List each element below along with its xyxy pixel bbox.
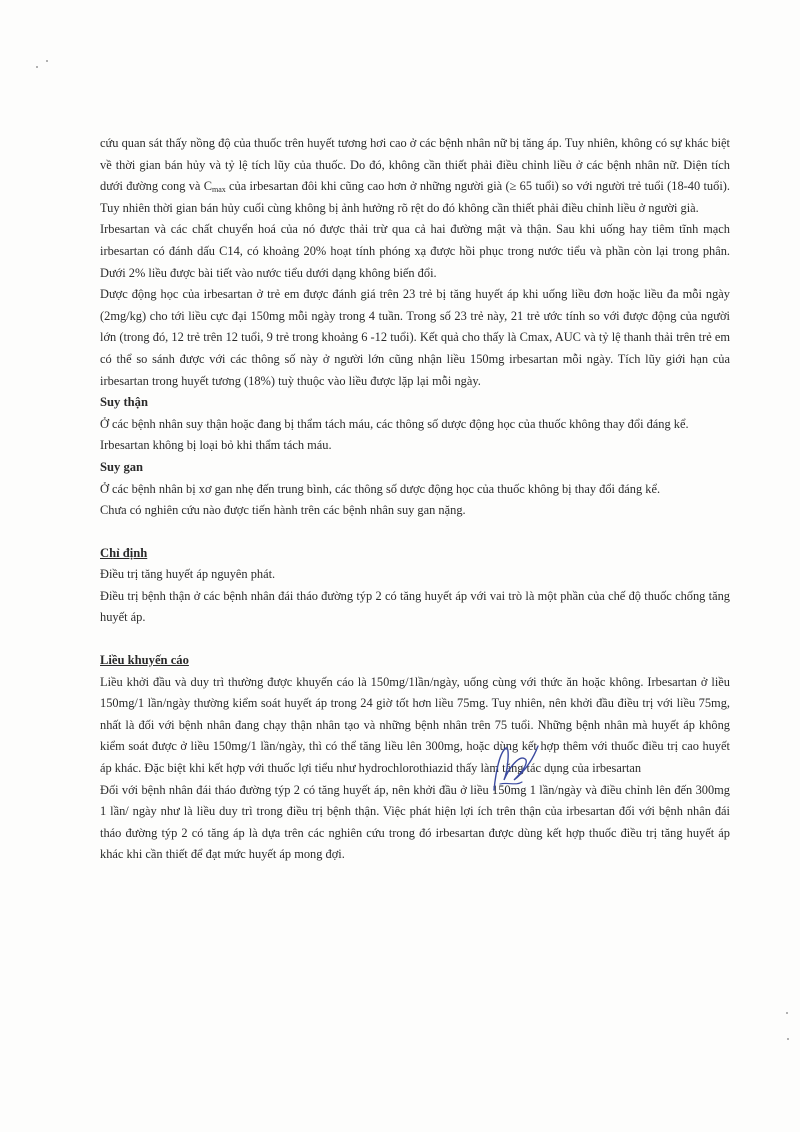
elimination-paragraph: Irbesartan và các chất chuyển hoá của nó được thải trừ qua cả hai đường mật và thận. Sau khi uống hay tiêm tĩnh mạch irbesartan có đánh dấu C14, có khoảng 20% hoạt tính phóng xạ được hồi phục trong nước tiểu và phần còn lại trong phân. Dưới 2% liều được bài tiết vào nước tiểu dưới dạng không biến đổi.	[100, 222, 730, 280]
indications-heading: Chỉ định	[100, 545, 148, 560]
dosage-heading: Liều khuyến cáo	[100, 653, 189, 668]
document-body	[100, 133, 730, 866]
dosage-text: Đối với bệnh nhân đái tháo đường týp 2 có tăng huyết áp, nên khởi đầu ở liều 150mg 1 lần/ngày và điều chỉnh lên đến 300mg 1 lần/ ngày như là liều duy trì trong điều trị bệnh thận. Việc phát hiện lợi ích trên thận của irbesartan đối với bệnh nhân đái tháo đường týp 2 có tăng áp là dựa trên các nghiên cứu trong đó irbesartan được dùng kết hợp thuốc điều trị tăng huyết áp khác khi cần thiết để đạt mức huyết áp mong đợi.	[100, 782, 730, 862]
scan-speck	[787, 1038, 789, 1040]
scan-speck	[46, 60, 48, 62]
pediatric-paragraph: Dược động học của irbesartan ở trẻ em được đánh giá trên 23 trẻ bị tăng huyết áp khi uống liều đơn hoặc liều đa mỗi ngày (2mg/kg) cho tới liều cực đại 150mg mỗi ngày trong 4 tuần. Trong số 23 trẻ này, 21 trẻ ước tính so với được động của người lớn (trong đó, 12 trẻ trên 12 tuổi, 9 trẻ trong khoảng 6 -12 tuổi). Kết quả cho thấy là Cmax, AUC và tỷ lệ thanh thải trên trẻ em có thể so sánh được với các thông số này ở người lớn cũng nhận liều 150mg irbesartan mỗi ngày. Tích lũy giới hạn của irbesartan trong huyết tương (18%) tuỳ thuộc vào liều được lặp lại mỗi ngày.	[100, 287, 730, 388]
indications-text: Điều trị tăng huyết áp nguyên phát.	[100, 567, 276, 582]
scan-speck	[786, 1012, 788, 1014]
renal-text: Irbesartan không bị loại bỏ khi thẩm tách máu.	[100, 438, 332, 453]
hepatic-text: Ở các bệnh nhân bị xơ gan nhẹ đến trung bình, các thông số dược động học của thuốc không bị thay đổi đáng kể.	[100, 481, 661, 496]
renal-text: Ở các bệnh nhân suy thận hoặc đang bị thẩm tách máu, các thông số dược động học của thuốc không thay đổi đáng kể.	[100, 416, 689, 431]
indications-text: Điều trị bệnh thận ở các bệnh nhân đái tháo đường týp 2 có tăng huyết áp với vai trò là một phần của chế độ thuốc chống tăng huyết áp.	[100, 588, 730, 625]
scan-speck	[36, 66, 38, 68]
hepatic-text: Chưa có nghiên cứu nào được tiến hành trên các bệnh nhân suy gan nặng.	[100, 503, 466, 518]
hepatic-heading: Suy gan	[100, 459, 144, 474]
handwritten-signature	[482, 740, 542, 800]
pharmacokinetics-paragraph: cứu quan sát thấy nồng độ của thuốc trên huyết tương hơi cao ở các bệnh nhân nữ bị tăng áp. Tuy nhiên, không có sự khác biệt về thời gian bán hủy và tỷ lệ tích lũy của thuốc. Do đó, không cần thiết phải điều chỉnh liều ở các bệnh nhân nữ. Diện tích dưới đường cong và $C_{max}$ của irbesartan đôi khi cũng cao hơn ở những người già (≥ 65 tuổi) so với người trẻ tuổi (18-40 tuổi). Tuy nhiên thời gian bán hủy cuối cùng không bị ảnh hưởng rõ rệt do đó không cần thiết phải điều chỉnh liều ở người già.	[100, 136, 730, 215]
dosage-text: Liều khởi đầu và duy trì thường được khuyến cáo là 150mg/1lần/ngày, uống cùng với thức ăn hoặc không. Irbesartan ở liều 150mg/1 lần/ngày thường kiểm soát huyết áp trong 24 giờ tốt hơn liều 75mg. Tuy nhiên, nên khởi đầu điều trị với liều 75mg, nhất là đối với bệnh nhân đang chạy thận nhân tạo và những bệnh nhân trên 75 tuổi. Những bệnh nhân mà huyết áp không kiểm soát được ở liều 150mg/1 lần/ngày, thì có thể tăng liều lên 300mg, hoặc dùng kết hợp thêm với thuốc điều trị cao huyết áp khác. Đặc biệt khi kết hợp với thuốc lợi tiểu như hydrochlorothiazid thấy làm tăng tác dụng của irbesartan	[100, 674, 730, 776]
renal-heading: Suy thận	[100, 395, 148, 410]
